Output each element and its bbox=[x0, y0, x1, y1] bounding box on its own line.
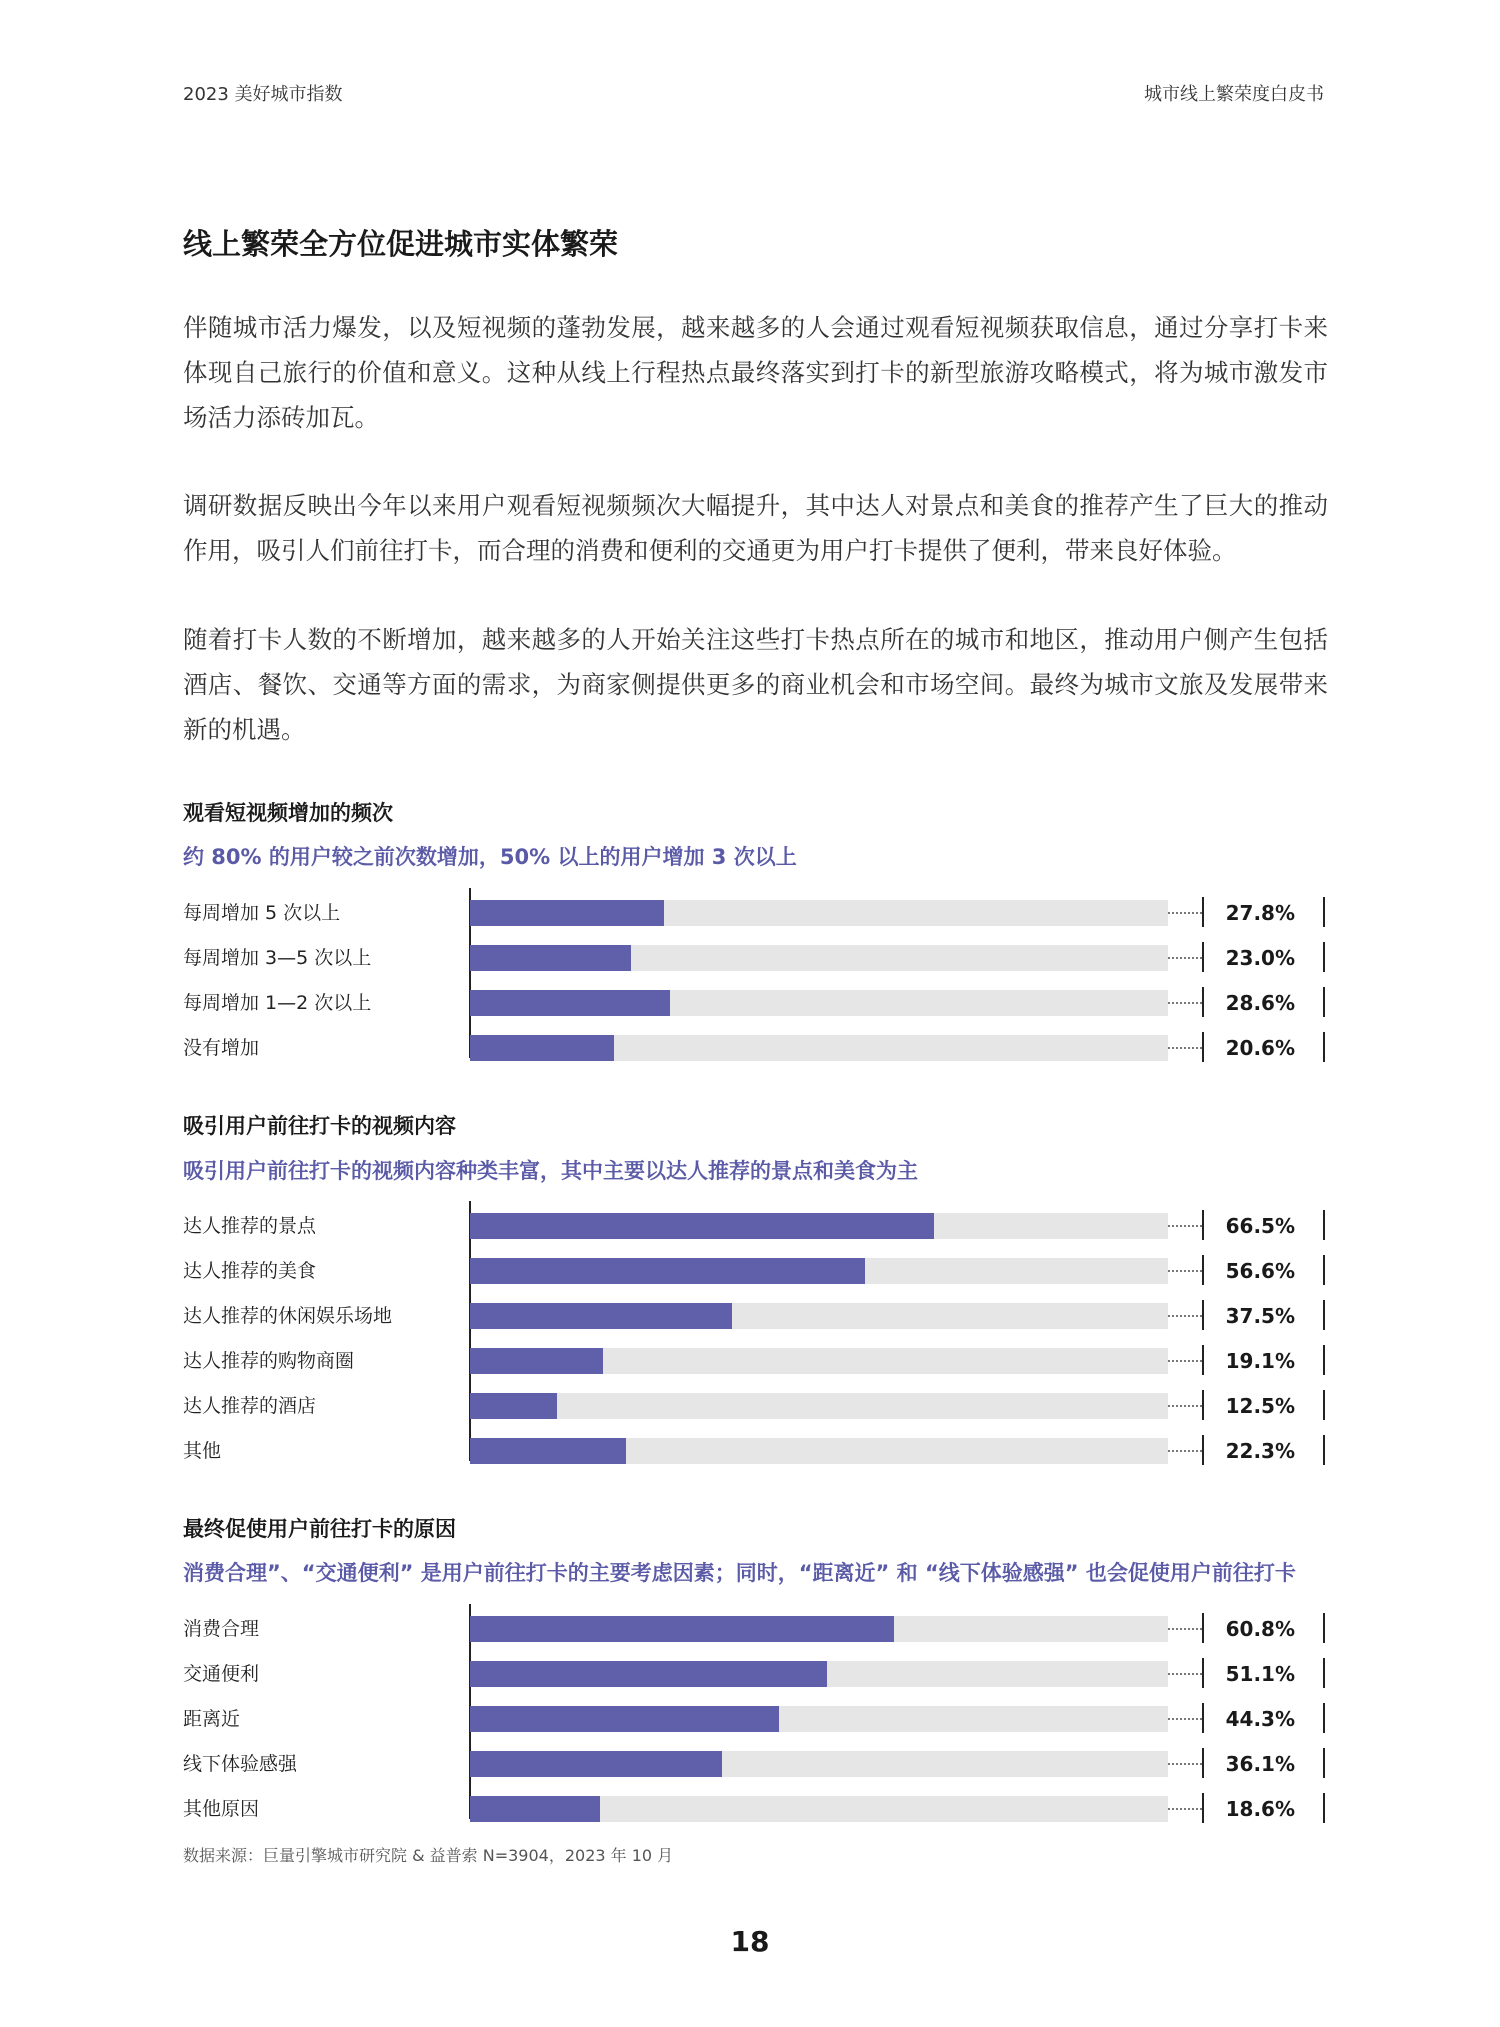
bar bbox=[470, 1796, 600, 1822]
data-label: 12.5% bbox=[1225, 1394, 1295, 1418]
bar-track bbox=[470, 900, 1168, 926]
data-label: 56.6% bbox=[1225, 1259, 1295, 1283]
chart-1-row bbox=[0, 945, 1500, 971]
value-divider-left bbox=[1202, 942, 1204, 972]
chart-2-axis bbox=[469, 1201, 471, 1461]
bar-track bbox=[470, 1706, 1168, 1732]
value-divider-right bbox=[1323, 1703, 1325, 1733]
chart-1-row bbox=[0, 990, 1500, 1016]
leader-line bbox=[1168, 1808, 1202, 1810]
bar bbox=[470, 1661, 827, 1687]
bar-label: 达人推荐的购物商圈 bbox=[183, 1350, 355, 1372]
data-label: 60.8% bbox=[1225, 1617, 1295, 1641]
leader-line bbox=[1168, 1270, 1202, 1272]
bar-label: 每周增加 5 次以上 bbox=[183, 902, 341, 924]
bar bbox=[470, 1035, 614, 1061]
bar bbox=[470, 1706, 779, 1732]
bar bbox=[470, 1616, 894, 1642]
bar bbox=[470, 945, 631, 971]
leader-line bbox=[1168, 1225, 1202, 1227]
leader-line bbox=[1168, 1315, 1202, 1317]
header-right: 城市线上繁荣度白皮书 bbox=[1144, 84, 1324, 105]
bar-label: 没有增加 bbox=[183, 1037, 260, 1059]
value-divider-right bbox=[1323, 1658, 1325, 1688]
value-divider-left bbox=[1202, 1613, 1204, 1643]
data-label: 28.6% bbox=[1225, 991, 1295, 1015]
bar-label: 达人推荐的景点 bbox=[183, 1215, 317, 1237]
chart-2-row bbox=[0, 1348, 1500, 1374]
bar-label: 距离近 bbox=[183, 1708, 241, 1730]
chart-1-title: 观看短视频增加的频次 bbox=[183, 801, 393, 825]
value-divider-right bbox=[1323, 942, 1325, 972]
value-divider-right bbox=[1323, 1032, 1325, 1062]
section-title: 线上繁荣全方位促进城市实体繁荣 bbox=[183, 227, 619, 261]
header-left: 2023 美好城市指数 bbox=[183, 84, 343, 105]
leader-line bbox=[1168, 1002, 1202, 1004]
value-divider-left bbox=[1202, 1390, 1204, 1420]
chart-3-row bbox=[0, 1796, 1500, 1822]
chart-1-row bbox=[0, 1035, 1500, 1061]
bar bbox=[470, 900, 664, 926]
chart-2-row bbox=[0, 1303, 1500, 1329]
leader-line bbox=[1168, 957, 1202, 959]
value-divider-left bbox=[1202, 1748, 1204, 1778]
chart-1-subtitle: 约 80% 的用户较之前次数增加，50% 以上的用户增加 3 次以上 bbox=[183, 845, 797, 869]
value-divider-left bbox=[1202, 1345, 1204, 1375]
chart-2-row bbox=[0, 1438, 1500, 1464]
bar-label: 每周增加 3—5 次以上 bbox=[183, 947, 372, 969]
bar-track bbox=[470, 990, 1168, 1016]
bar-track bbox=[470, 945, 1168, 971]
leader-line bbox=[1168, 1047, 1202, 1049]
data-label: 19.1% bbox=[1225, 1349, 1295, 1373]
bar bbox=[470, 990, 670, 1016]
value-divider-right bbox=[1323, 1613, 1325, 1643]
bar-track bbox=[470, 1035, 1168, 1061]
value-divider-right bbox=[1323, 1210, 1325, 1240]
data-label: 44.3% bbox=[1225, 1707, 1295, 1731]
value-divider-left bbox=[1202, 897, 1204, 927]
leader-line bbox=[1168, 1405, 1202, 1407]
bar bbox=[470, 1303, 732, 1329]
value-divider-right bbox=[1323, 1748, 1325, 1778]
bar-track bbox=[470, 1796, 1168, 1822]
chart-3-row bbox=[0, 1706, 1500, 1732]
value-divider-left bbox=[1202, 1300, 1204, 1330]
page-number: 18 bbox=[730, 1925, 770, 1958]
bar-track bbox=[470, 1258, 1168, 1284]
leader-line bbox=[1168, 1673, 1202, 1675]
bar-track bbox=[470, 1438, 1168, 1464]
chart-2-row bbox=[0, 1213, 1500, 1239]
value-divider-left bbox=[1202, 1793, 1204, 1823]
bar-label: 达人推荐的酒店 bbox=[183, 1395, 317, 1417]
chart-3-row bbox=[0, 1751, 1500, 1777]
bar-label: 达人推荐的休闲娱乐场地 bbox=[183, 1305, 393, 1327]
chart-3-title: 最终促使用户前往打卡的原因 bbox=[183, 1517, 456, 1541]
value-divider-right bbox=[1323, 1300, 1325, 1330]
data-label: 66.5% bbox=[1225, 1214, 1295, 1238]
chart-3-subtitle: 消费合理”、“交通便利” 是用户前往打卡的主要考虑因素；同时，“距离近” 和 “线下体验感强” 也会促使用户前往打卡 bbox=[183, 1561, 1296, 1585]
leader-line bbox=[1168, 1628, 1202, 1630]
value-divider-right bbox=[1323, 1390, 1325, 1420]
data-label: 22.3% bbox=[1225, 1439, 1295, 1463]
data-label: 36.1% bbox=[1225, 1752, 1295, 1776]
data-label: 20.6% bbox=[1225, 1036, 1295, 1060]
bar-track bbox=[470, 1616, 1168, 1642]
value-divider-right bbox=[1323, 1345, 1325, 1375]
bar-label: 线下体验感强 bbox=[183, 1753, 298, 1775]
chart-2-row bbox=[0, 1258, 1500, 1284]
bar bbox=[470, 1393, 557, 1419]
paragraph-2: 调研数据反映出今年以来用户观看短视频频次大幅提升，其中达人对景点和美食的推荐产生了巨大的推动作用，吸引人们前往打卡，而合理的消费和便利的交通更为用户打卡提供了便利，带来良好体验。 bbox=[183, 491, 1328, 565]
bar bbox=[470, 1751, 722, 1777]
value-divider-left bbox=[1202, 1032, 1204, 1062]
bar-track bbox=[470, 1661, 1168, 1687]
chart-3-row bbox=[0, 1661, 1500, 1687]
bar-track bbox=[470, 1751, 1168, 1777]
value-divider-right bbox=[1323, 1435, 1325, 1465]
bar-label: 消费合理 bbox=[183, 1618, 260, 1640]
data-label: 37.5% bbox=[1225, 1304, 1295, 1328]
bar bbox=[470, 1438, 626, 1464]
bar-label: 达人推荐的美食 bbox=[183, 1260, 317, 1282]
bar-label: 交通便利 bbox=[183, 1663, 260, 1685]
leader-line bbox=[1168, 1450, 1202, 1452]
chart-2-title: 吸引用户前往打卡的视频内容 bbox=[183, 1114, 456, 1138]
paragraph-1: 伴随城市活力爆发，以及短视频的蓬勃发展，越来越多的人会通过观看短视频获取信息，通过分享打卡来体现自己旅行的价值和意义。这种从线上行程热点最终落实到打卡的新型旅游攻略模式，将为城市激发市场活力添砖加瓦。 bbox=[183, 313, 1328, 432]
leader-line bbox=[1168, 1763, 1202, 1765]
value-divider-left bbox=[1202, 987, 1204, 1017]
leader-line bbox=[1168, 912, 1202, 914]
source-note: 数据来源：巨量引擎城市研究院 & 益普索 N=3904，2023 年 10 月 bbox=[183, 1846, 674, 1865]
bar-label: 每周增加 1—2 次以上 bbox=[183, 992, 372, 1014]
chart-3-row bbox=[0, 1616, 1500, 1642]
bar-track bbox=[470, 1303, 1168, 1329]
value-divider-left bbox=[1202, 1658, 1204, 1688]
bar bbox=[470, 1348, 603, 1374]
bar-label: 其他原因 bbox=[183, 1798, 260, 1820]
chart-2-subtitle: 吸引用户前往打卡的视频内容种类丰富，其中主要以达人推荐的景点和美食为主 bbox=[183, 1159, 918, 1183]
leader-line bbox=[1168, 1718, 1202, 1720]
bar-track bbox=[470, 1393, 1168, 1419]
value-divider-left bbox=[1202, 1435, 1204, 1465]
value-divider-right bbox=[1323, 1793, 1325, 1823]
value-divider-right bbox=[1323, 987, 1325, 1017]
data-label: 27.8% bbox=[1225, 901, 1295, 925]
chart-1-row bbox=[0, 900, 1500, 926]
data-label: 23.0% bbox=[1225, 946, 1295, 970]
value-divider-right bbox=[1323, 1255, 1325, 1285]
bar-label: 其他 bbox=[183, 1440, 222, 1462]
bar bbox=[470, 1258, 865, 1284]
leader-line bbox=[1168, 1360, 1202, 1362]
value-divider-left bbox=[1202, 1210, 1204, 1240]
bar bbox=[470, 1213, 934, 1239]
bar-track bbox=[470, 1348, 1168, 1374]
paragraph-3: 随着打卡人数的不断增加，越来越多的人开始关注这些打卡热点所在的城市和地区，推动用户侧产生包括酒店、餐饮、交通等方面的需求，为商家侧提供更多的商业机会和市场空间。最终为城市文旅及发展带来新的机遇。 bbox=[183, 625, 1328, 744]
value-divider-left bbox=[1202, 1703, 1204, 1733]
data-label: 18.6% bbox=[1225, 1797, 1295, 1821]
value-divider-left bbox=[1202, 1255, 1204, 1285]
bar-track bbox=[470, 1213, 1168, 1239]
data-label: 51.1% bbox=[1225, 1662, 1295, 1686]
chart-2-row bbox=[0, 1393, 1500, 1419]
value-divider-right bbox=[1323, 897, 1325, 927]
